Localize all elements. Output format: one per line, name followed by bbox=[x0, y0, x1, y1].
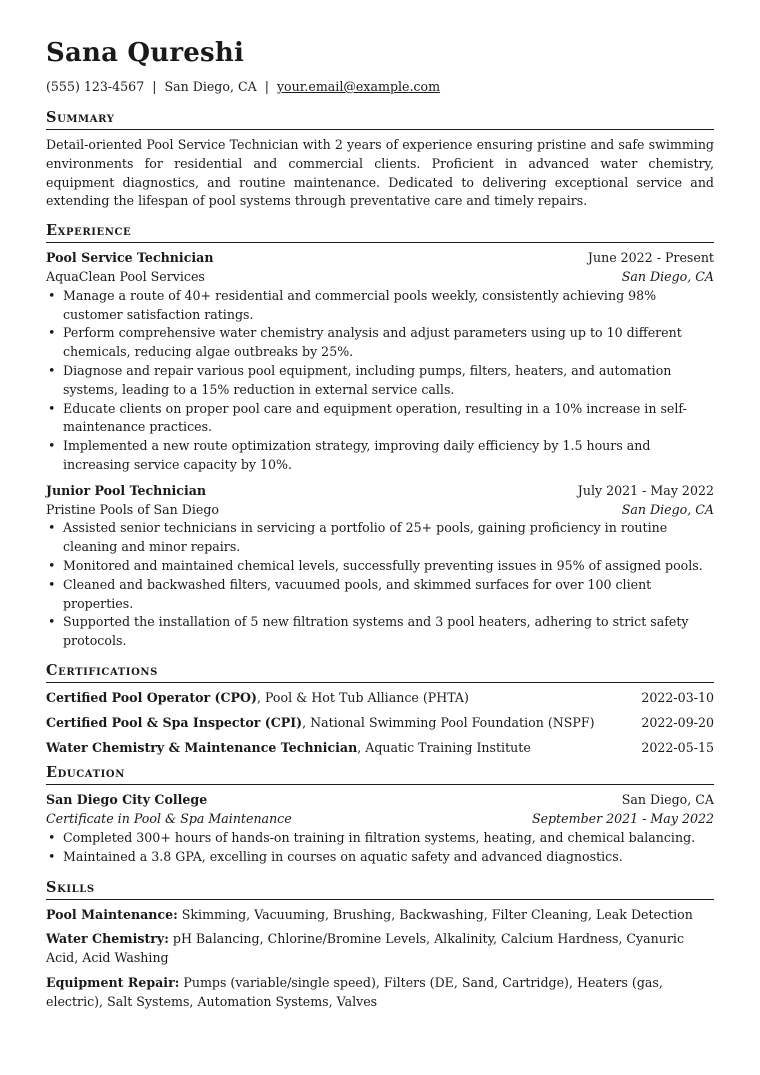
location: San Diego, CA bbox=[164, 79, 257, 94]
section-title-summary: Summary bbox=[46, 108, 714, 130]
summary-section bbox=[46, 108, 714, 211]
job-role: Pool Service Technician bbox=[46, 250, 214, 266]
list-item: • Diagnose and repair various pool equipment, including pumps, filters, heaters, and automation systems, leading to a 15% reduction in external service calls. bbox=[63, 362, 714, 400]
job-company: AquaClean Pool Services bbox=[46, 268, 205, 284]
skill-label: Equipment Repair: bbox=[46, 974, 180, 990]
job-bullets bbox=[46, 287, 714, 475]
section-title-certifications: Certifications bbox=[46, 661, 714, 683]
job-subheader bbox=[46, 501, 714, 520]
skill-value: Pumps (variable/single speed), Filters (DE, Sand, Cartridge), Heaters (gas, electric), Salt Systems, Automation Systems, Valves bbox=[46, 974, 663, 1009]
job-bullets bbox=[46, 519, 714, 651]
phone-number: (555) 123-4567 bbox=[46, 79, 145, 94]
skill-item bbox=[46, 974, 714, 1012]
list-item: • Cleaned and backwashed filters, vacuumed pools, and skimmed surfaces for over 100 client properties. bbox=[63, 576, 714, 614]
certification-name: Certified Pool Operator (CPO) bbox=[46, 689, 257, 705]
contact-line bbox=[46, 78, 714, 96]
certification-issuer: , Pool & Hot Tub Alliance (PHTA) bbox=[256, 689, 469, 705]
skill-item bbox=[46, 906, 714, 925]
summary-text: Detail-oriented Pool Service Technician with 2 years of experience ensuring pristine and safe swimming environments for residential and commercial clients. Proficient in advanced water chemistry, equipment diagnostics, and routine maintenance. Dedicated to delivering exceptional service and extending the lifespan of pool systems through preventative care and timely repairs. bbox=[46, 137, 714, 209]
certification-date: 2022-03-10 bbox=[641, 689, 714, 705]
job-dates: June 2022 - Present bbox=[587, 250, 714, 266]
program-name: Certificate in Pool & Spa Maintenance bbox=[46, 811, 292, 827]
resume-header bbox=[46, 36, 714, 96]
job-header bbox=[46, 249, 714, 268]
education-dates: September 2021 - May 2022 bbox=[531, 811, 714, 827]
list-item: • Maintained a 3.8 GPA, excelling in courses on aquatic safety and advanced diagnostics. bbox=[63, 848, 714, 867]
certification-item bbox=[46, 689, 714, 708]
certification-date: 2022-09-20 bbox=[641, 714, 714, 730]
list-item: • Supported the installation of 5 new filtration systems and 3 pool heaters, adhering to strict safety protocols. bbox=[63, 613, 714, 651]
job-entry bbox=[46, 249, 714, 475]
contact-separator: | bbox=[152, 79, 157, 94]
skill-value: Skimming, Vacuuming, Brushing, Backwashing, Filter Cleaning, Leak Detection bbox=[177, 906, 693, 922]
list-item: • Assisted senior technicians in servicing a portfolio of 25+ pools, gaining proficiency in routine cleaning and minor repairs. bbox=[63, 519, 714, 557]
list-item: • Monitored and maintained chemical levels, successfully preventing issues in 95% of assigned pools. bbox=[63, 557, 714, 576]
contact-separator: | bbox=[264, 79, 269, 94]
certifications-section bbox=[46, 661, 714, 757]
list-item: • Manage a route of 40+ residential and commercial pools weekly, consistently achieving 98% customer satisfaction ratings. bbox=[63, 287, 714, 325]
job-location: San Diego, CA bbox=[621, 501, 714, 517]
school-location: San Diego, CA bbox=[621, 792, 714, 808]
experience-section bbox=[46, 221, 714, 651]
list-item: • Educate clients on proper pool care and equipment operation, resulting in a 10% increase in self-maintenance practices. bbox=[63, 400, 714, 438]
job-dates: July 2021 - May 2022 bbox=[577, 482, 714, 498]
skill-label: Pool Maintenance: bbox=[46, 906, 178, 922]
job-company: Pristine Pools of San Diego bbox=[46, 501, 219, 517]
section-title-experience: Experience bbox=[46, 221, 714, 243]
school-name: San Diego City College bbox=[46, 792, 208, 808]
certification-item bbox=[46, 739, 714, 758]
education-header bbox=[46, 791, 714, 810]
education-section bbox=[46, 763, 714, 866]
certification-issuer: , National Swimming Pool Foundation (NSPF) bbox=[302, 714, 595, 730]
certification-item bbox=[46, 714, 714, 733]
education-subheader bbox=[46, 810, 714, 829]
job-location: San Diego, CA bbox=[621, 268, 714, 284]
certification-date: 2022-05-15 bbox=[641, 739, 714, 755]
list-item: • Completed 300+ hours of hands-on training in filtration systems, heating, and chemical balancing. bbox=[63, 829, 714, 848]
skills-section bbox=[46, 878, 714, 1012]
certification-name: Certified Pool & Spa Inspector (CPI) bbox=[46, 714, 303, 730]
skill-value: pH Balancing, Chlorine/Bromine Levels, Alkalinity, Calcium Hardness, Cyanuric Acid, Acid Washing bbox=[46, 931, 685, 966]
job-entry bbox=[46, 482, 714, 651]
job-subheader bbox=[46, 268, 714, 287]
candidate-name: Sana Qureshi bbox=[46, 38, 245, 68]
certification-issuer: , Aquatic Training Institute bbox=[357, 739, 531, 755]
job-header bbox=[46, 482, 714, 501]
section-title-skills: Skills bbox=[46, 878, 714, 900]
job-role: Junior Pool Technician bbox=[46, 482, 207, 498]
list-item: • Implemented a new route optimization strategy, improving daily efficiency by 1.5 hours and increasing service capacity by 10%. bbox=[63, 437, 714, 475]
education-bullets bbox=[46, 829, 714, 867]
email-link[interactable]: your.email@example.com bbox=[276, 79, 441, 94]
section-title-education: Education bbox=[46, 763, 714, 785]
certification-name: Water Chemistry & Maintenance Technician bbox=[46, 739, 358, 755]
skill-item bbox=[46, 930, 714, 968]
skill-label: Water Chemistry: bbox=[46, 931, 169, 947]
list-item: • Perform comprehensive water chemistry analysis and adjust parameters using up to 10 different chemicals, reducing algae outbreaks by 25%. bbox=[63, 324, 714, 362]
